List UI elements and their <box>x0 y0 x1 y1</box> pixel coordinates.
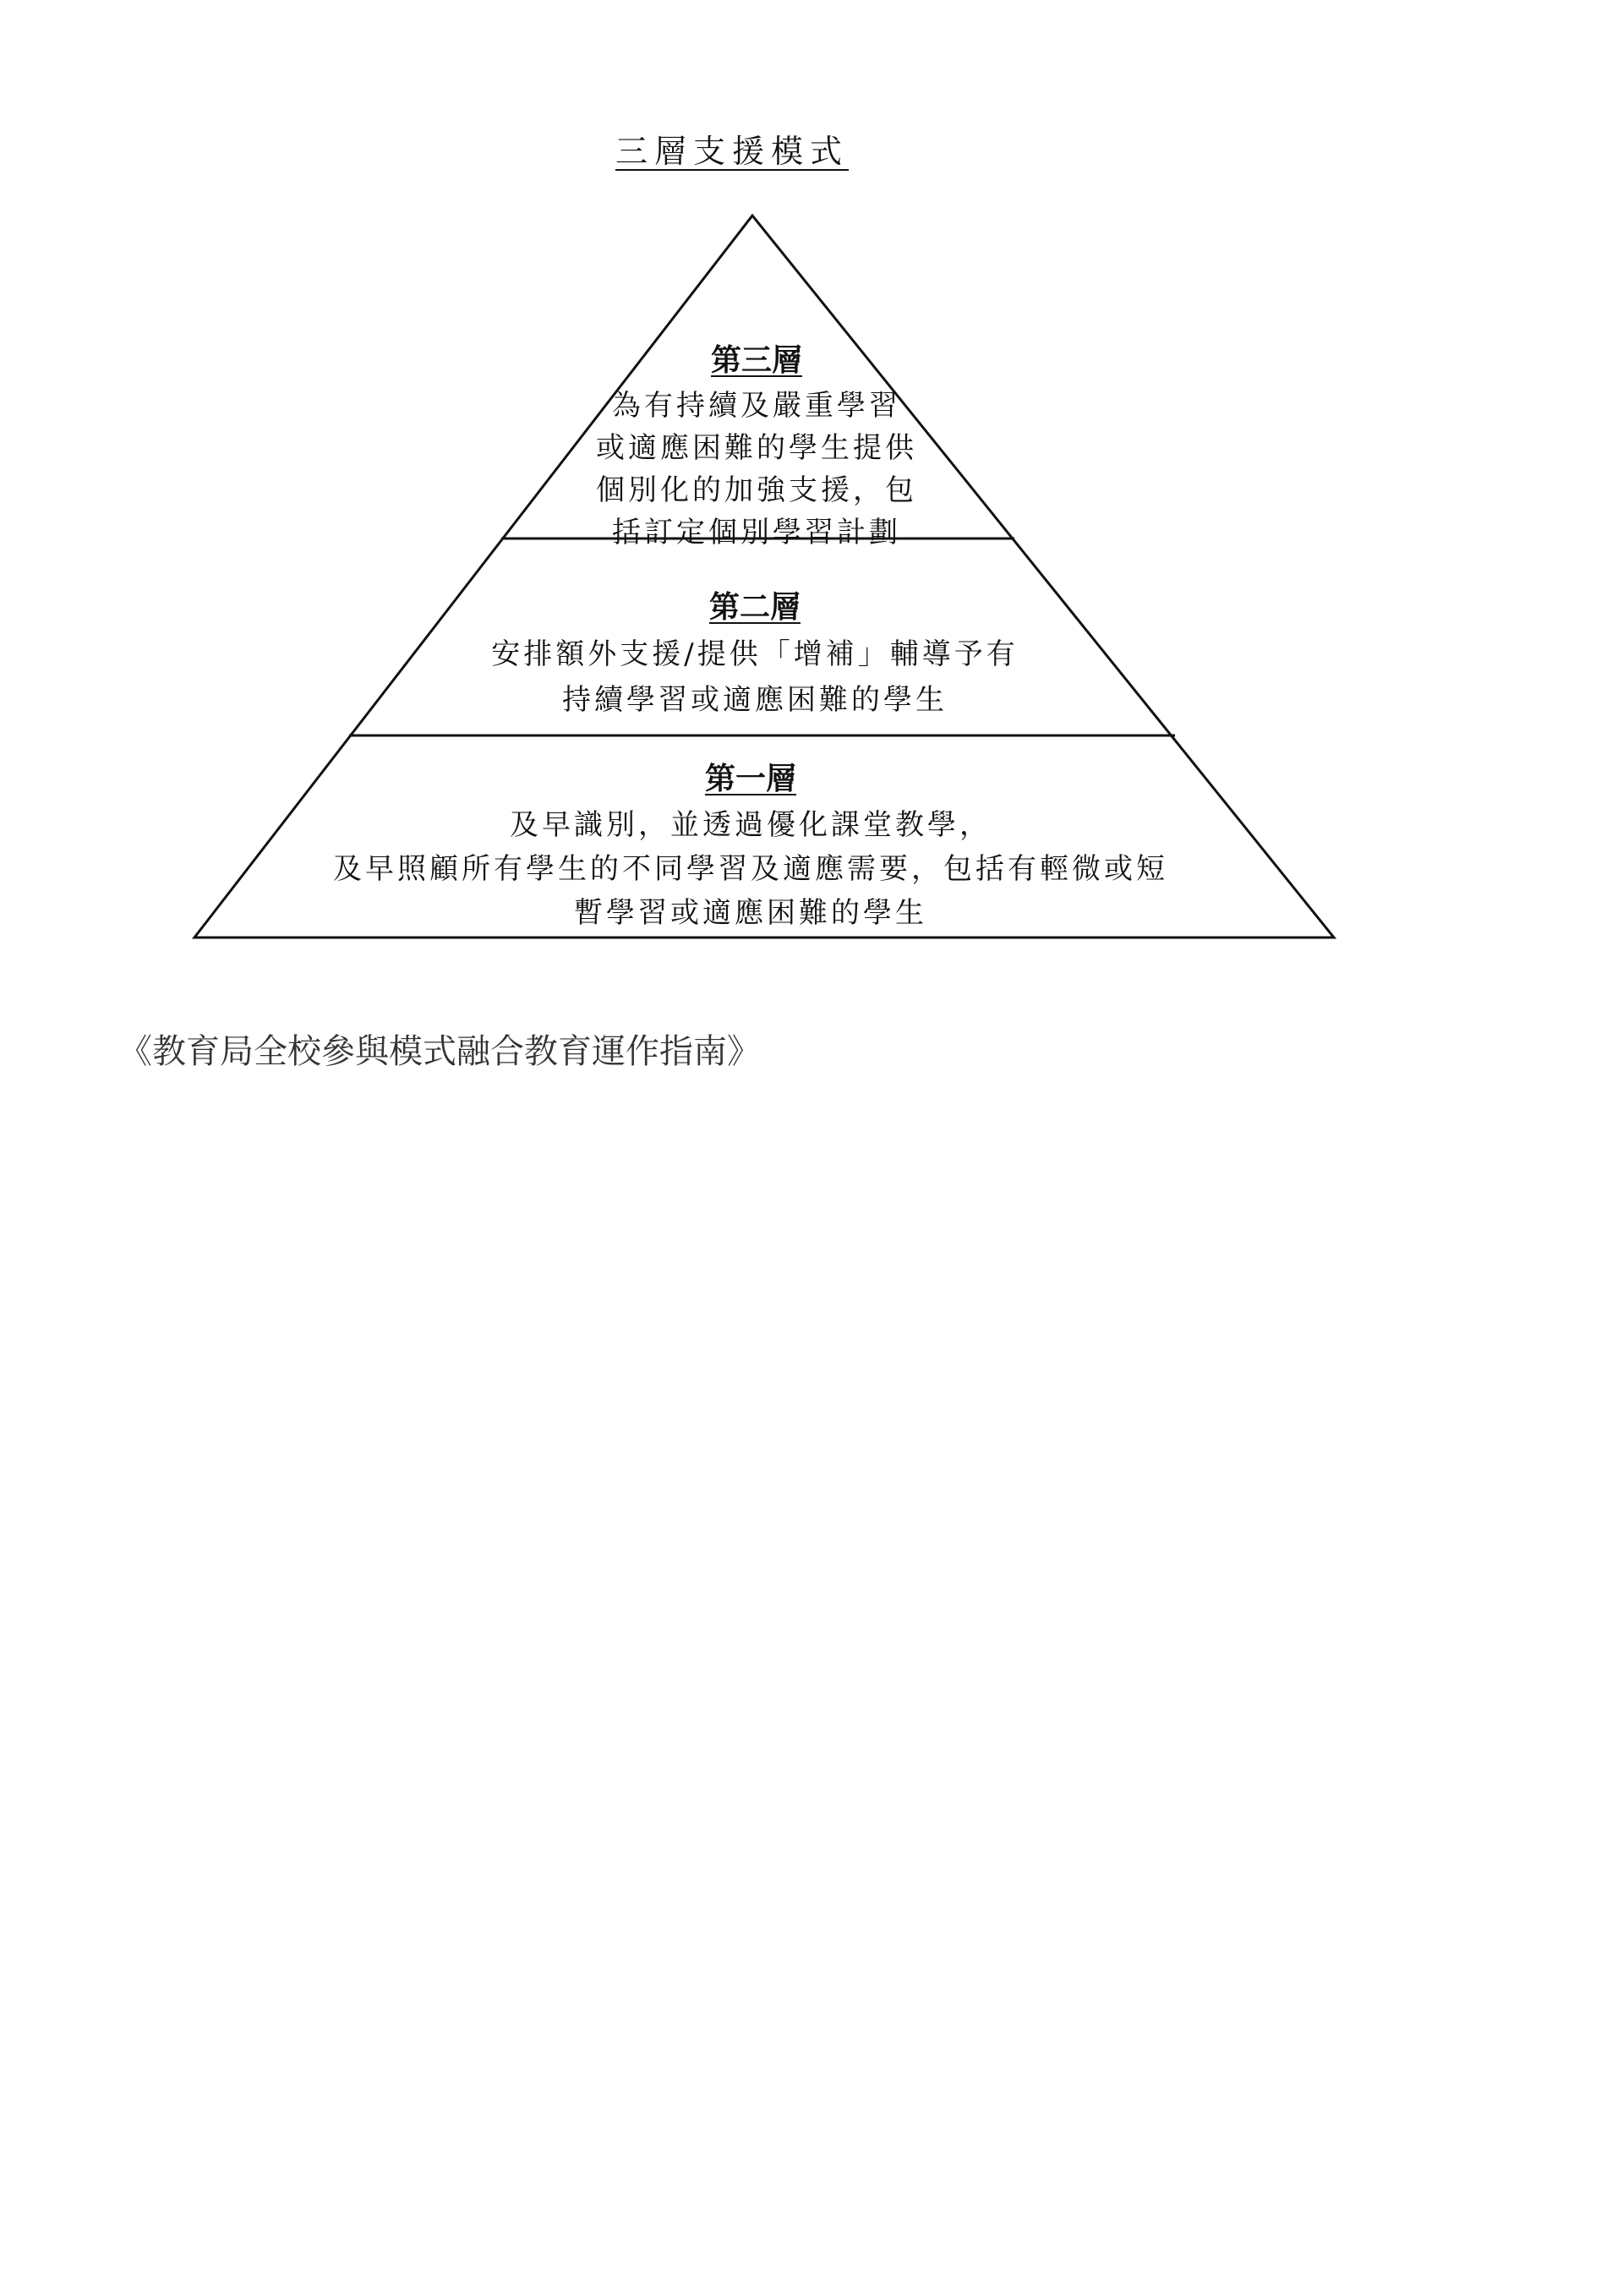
tier-3-text-line: 為有持續及嚴重學習 <box>612 389 901 423</box>
tier-2-text-line: 持續學習或適應困難的學生 <box>562 683 948 717</box>
tier-3-text-line: 括訂定個別學習計劃 <box>612 516 901 549</box>
tier-3-text-line: 或適應困難的學生提供 <box>596 431 917 465</box>
tier-2 <box>491 583 1018 723</box>
source-citation: 《教育局全校參與模式融合教育運作指南》 <box>118 1032 761 1071</box>
tier-3-title: 第三層 <box>710 342 802 378</box>
tier-1-text-line: 暫學習或適應困難的學生 <box>574 896 927 930</box>
tier-1-text-line: 及早識別，並透過優化課堂教學， <box>510 808 992 842</box>
tier-1-text-line: 及早照顧所有學生的不同學習及適應需要，包括有輕微或短 <box>333 852 1168 886</box>
page-title: 三層支援模式 <box>615 133 849 170</box>
tier-1-title: 第一層 <box>704 761 796 796</box>
tier-3 <box>596 336 917 554</box>
tier-3-text-line: 個別化的加強支援，包 <box>596 473 917 507</box>
tier-1 <box>333 755 1168 935</box>
tier-2-title: 第二層 <box>708 589 801 625</box>
tier-2-text-line: 安排額外支援/提供「增補」輔導予有 <box>491 637 1019 671</box>
